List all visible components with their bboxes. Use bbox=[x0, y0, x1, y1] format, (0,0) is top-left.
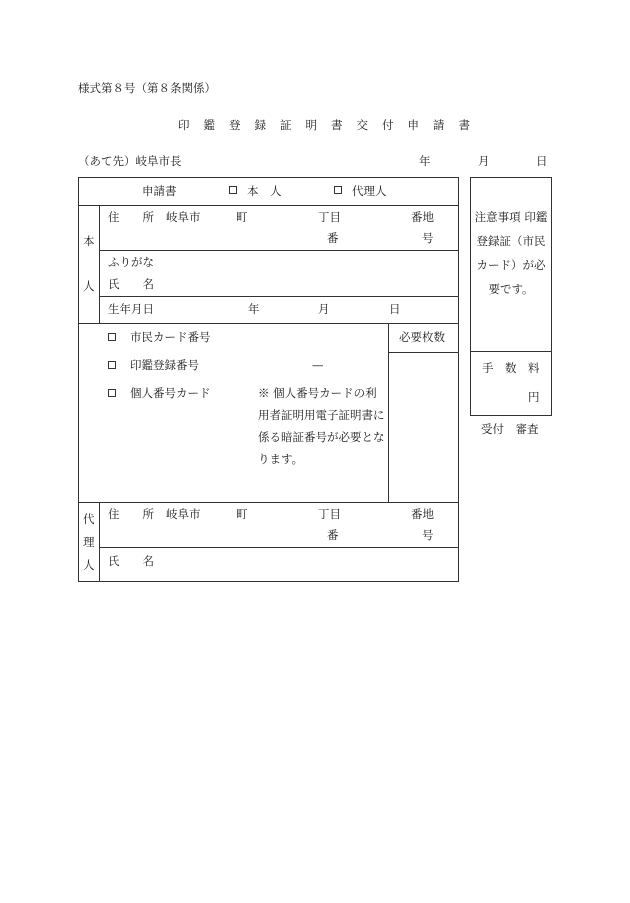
card-number-label: 市民カード番号 bbox=[130, 330, 211, 344]
fee-label: 手 数 料 bbox=[482, 361, 540, 375]
birth-day-label: 日 bbox=[389, 302, 401, 316]
proxy-label: 代理人 bbox=[352, 184, 387, 198]
principal-side-label: 人 bbox=[83, 279, 95, 293]
divider bbox=[470, 351, 552, 352]
seal-number-label: 印鑑登録番号 bbox=[130, 358, 199, 372]
principal-side-label: 本 bbox=[83, 234, 95, 248]
form-number: 様式第８号（第８条関係） bbox=[78, 81, 216, 95]
document-title: 印鑑登録証明書交付申請書 bbox=[178, 118, 484, 132]
proxy-address-machi: 町 bbox=[236, 507, 248, 521]
divider bbox=[99, 205, 100, 323]
mynumber-card-checkbox[interactable] bbox=[108, 389, 116, 397]
self-label: 本 人 bbox=[247, 184, 282, 198]
address-ban: 番 bbox=[327, 231, 339, 245]
proxy-address-go: 号 bbox=[422, 528, 434, 542]
proxy-name-label: 氏 名 bbox=[108, 554, 154, 568]
date-month-label: 月 bbox=[478, 154, 490, 168]
divider bbox=[99, 250, 459, 251]
divider bbox=[99, 502, 100, 582]
address-machi: 町 bbox=[236, 210, 248, 224]
divider bbox=[78, 502, 459, 503]
addressee: （あて先）岐阜市長 bbox=[78, 154, 182, 168]
copies-label: 必要枚数 bbox=[399, 330, 445, 344]
self-checkbox[interactable] bbox=[229, 186, 237, 194]
application-table bbox=[78, 177, 459, 582]
divider bbox=[78, 205, 459, 206]
proxy-address-chome: 丁目 bbox=[318, 507, 341, 521]
birthdate-label: 生年月日 bbox=[108, 302, 154, 316]
address-label: 住 所 bbox=[108, 210, 154, 224]
proxy-address-banchi: 番地 bbox=[411, 507, 434, 521]
address-banchi: 番地 bbox=[411, 210, 434, 224]
mynumber-card-label: 個人番号カード bbox=[130, 386, 211, 400]
address-city: 岐阜市 bbox=[166, 210, 201, 224]
pin-note: ※ 個人番号カードの利用者証明用電子証明書に係る暗証番号が必要となります。 bbox=[258, 386, 385, 466]
birth-year-label: 年 bbox=[248, 302, 260, 316]
divider bbox=[99, 296, 459, 297]
name-label: 氏 名 bbox=[108, 277, 154, 291]
card-number-checkbox[interactable] bbox=[108, 333, 116, 341]
divider bbox=[388, 323, 389, 502]
divider bbox=[388, 352, 459, 353]
seal-number-dash: — bbox=[312, 358, 324, 372]
address-chome: 丁目 bbox=[318, 210, 341, 224]
date-day-label: 日 bbox=[536, 154, 548, 168]
proxy-checkbox[interactable] bbox=[334, 186, 342, 194]
proxy-address-ban: 番 bbox=[327, 528, 339, 542]
proxy-side-label: 理 bbox=[83, 535, 95, 549]
notice-text: 注意事項 印鑑登録証（市民カード）が必要です。 bbox=[474, 210, 548, 296]
proxy-address-label: 住 所 bbox=[108, 507, 154, 521]
applicant-label: 申請書 bbox=[142, 184, 177, 198]
date-year-label: 年 bbox=[419, 154, 431, 168]
divider bbox=[78, 323, 459, 324]
proxy-side-label: 人 bbox=[83, 558, 95, 572]
proxy-address-city: 岐阜市 bbox=[166, 507, 201, 521]
fee-yen: 円 bbox=[528, 390, 540, 404]
furigana-label: ふりがな bbox=[108, 255, 154, 269]
address-go: 号 bbox=[422, 231, 434, 245]
reception-label: 受付 審査 bbox=[481, 422, 539, 436]
proxy-side-label: 代 bbox=[83, 512, 95, 526]
seal-number-checkbox[interactable] bbox=[108, 361, 116, 369]
divider bbox=[99, 547, 459, 548]
birth-month-label: 月 bbox=[318, 302, 330, 316]
